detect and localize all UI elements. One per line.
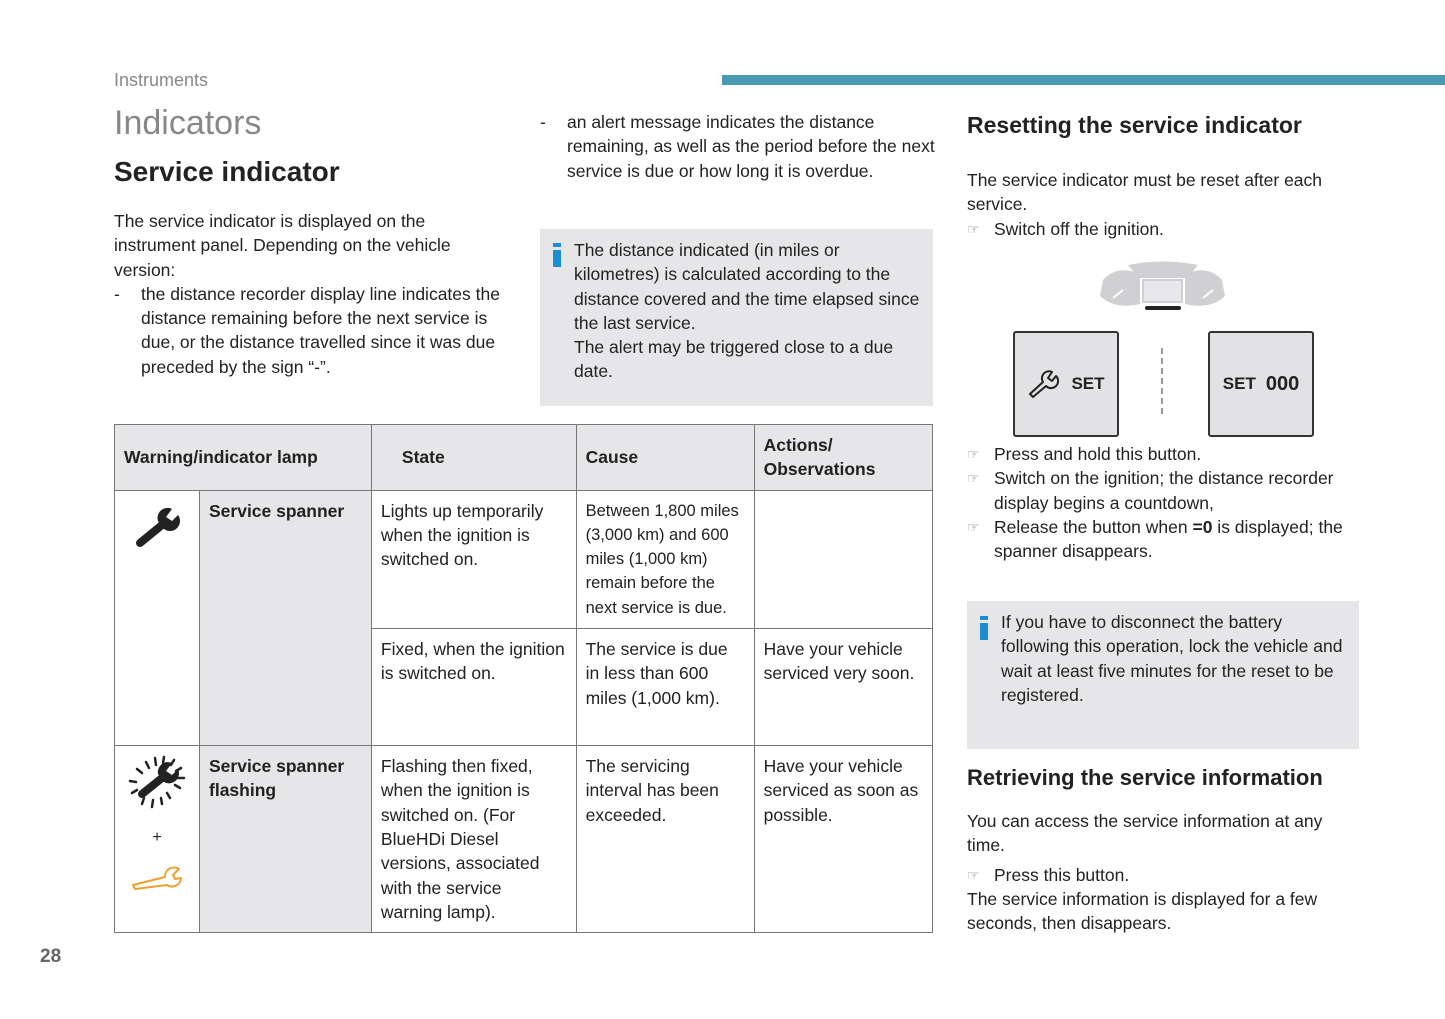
intro-item-text: an alert message indicates the distance remaining, as well as the period before the next service is due or how long it is overdue. [567,112,935,181]
info-icon [553,243,561,267]
pointing-hand-icon: ☞ [967,470,980,487]
retrieve-step-text: Press this button. [994,864,1130,885]
column-header: Actions/ Observations [754,425,932,491]
flashing-spanner-icon [124,754,190,814]
lamp-icon-cell [115,490,200,745]
info-note-text: If you have to disconnect the battery following this operation, lock the vehicle and wait at least five minutes for the reset to be registered. [1001,612,1343,705]
column-header: Warning/indicator lamp [115,425,372,491]
lamp-name: Service spanner [200,490,372,745]
reset-step-text: Release the button when [994,516,1193,537]
header-accent-bar [722,75,1445,85]
info-note [540,229,933,406]
table-row [115,490,933,628]
state-cell: Flashing then fixed, when the ignition is switched on. (For BlueHDi Diesel versions, associated with the service warning lamp). [371,746,576,933]
reset-step [967,515,1362,564]
intro-block [114,209,504,379]
pointing-hand-icon: ☞ [967,220,980,237]
action-cell: Have your vehicle serviced very soon. [754,629,932,746]
spanner-outline-icon [1027,369,1059,399]
page-number: 28 [40,946,62,967]
cause-cell: The servicing interval has been exceeded. [576,746,754,933]
column-header: State [371,425,576,491]
reset-step-text: Switch on the ignition; the distance recorder display begins a countdown, [994,468,1334,513]
pointing-hand-icon: ☞ [967,446,980,462]
column-header: Cause [576,425,754,491]
set-button[interactable] [1013,331,1119,437]
reset-intro-block [967,168,1362,241]
info-note [967,601,1359,749]
set-label: SET [1071,373,1105,393]
retrieve-title: Retrieving the service information [967,765,1323,790]
intro-text: The service indicator is displayed on the instrument panel. Depending on the vehicle version: [114,211,451,280]
reset-step-value: =0 [1192,516,1213,537]
cause-cell: Between 1,800 miles (3,000 km) and 600 miles (1,000 km) remain before the next service is due. [576,490,754,628]
plus-sign: + [152,829,162,847]
reset-steps [967,442,1362,563]
action-cell: Have your vehicle serviced as soon as possible. [754,746,932,933]
action-cell [754,490,932,628]
page-title: Indicators [114,104,262,142]
retrieve-step [967,863,1359,887]
retrieve-outro: The service information is displayed for a few seconds, then disappears. [967,888,1318,934]
retrieve-block [967,809,1359,935]
spanner-icon [132,505,182,551]
counter-value: 000 [1265,372,1300,395]
info-icon [980,616,988,640]
instrument-panel-illustration [1095,258,1230,313]
orange-spanner-icon [129,865,185,891]
pointing-hand-icon: ☞ [967,518,980,535]
cause-cell: The service is due in less than 600 miles (1,000 km). [576,629,754,746]
table-header-row [115,425,933,491]
state-cell: Fixed, when the ignition is switched on. [371,629,576,746]
table-row [115,746,933,933]
info-note-text: The alert may be triggered close to a due date. [574,337,894,382]
reset-intro: The service indicator must be reset after each service. [967,170,1323,215]
indicator-table [114,424,933,933]
reset-title: Resetting the service indicator [967,112,1302,138]
state-cell: Lights up temporarily when the ignition is switched on. [371,490,576,628]
intro-item: - an alert message indicates the distance remaining, as well as the period before the next service is due or how long it is overdue. [540,110,935,183]
pointing-hand-icon: ☞ [967,866,980,883]
section-label: Instruments [114,70,209,90]
reset-step [967,442,1362,466]
reset-step-text: is displayed; the spanner disappears. [994,516,1343,562]
section-title: Service indicator [114,156,340,187]
reset-step-text: Switch off the ignition. [994,218,1164,239]
lamp-icon-cell [115,746,200,933]
reset-step-text: Press and hold this button. [994,444,1202,464]
lamp-name: Service spanner flashing [200,746,372,933]
set-label: SET [1222,373,1256,393]
intro-item: - the distance recorder display line indicates the distance remaining before the next service is due, or the distance travelled since it was due preceded by the sign “-”. [114,282,504,379]
retrieve-intro: You can access the service information at any time. [967,811,1323,856]
set-display [1208,331,1314,437]
reset-step [967,217,1362,241]
intro-item-text: the distance recorder display line indicates the distance remaining before the next service is due, or the distance travelled since it was due preceded by the sign “-”. [141,283,500,377]
divider [1161,348,1163,414]
reset-step [967,466,1362,515]
info-note-text: The distance indicated (in miles or kilometres) is calculated according to the distance covered and the time elapsed since the last service. [574,240,920,333]
